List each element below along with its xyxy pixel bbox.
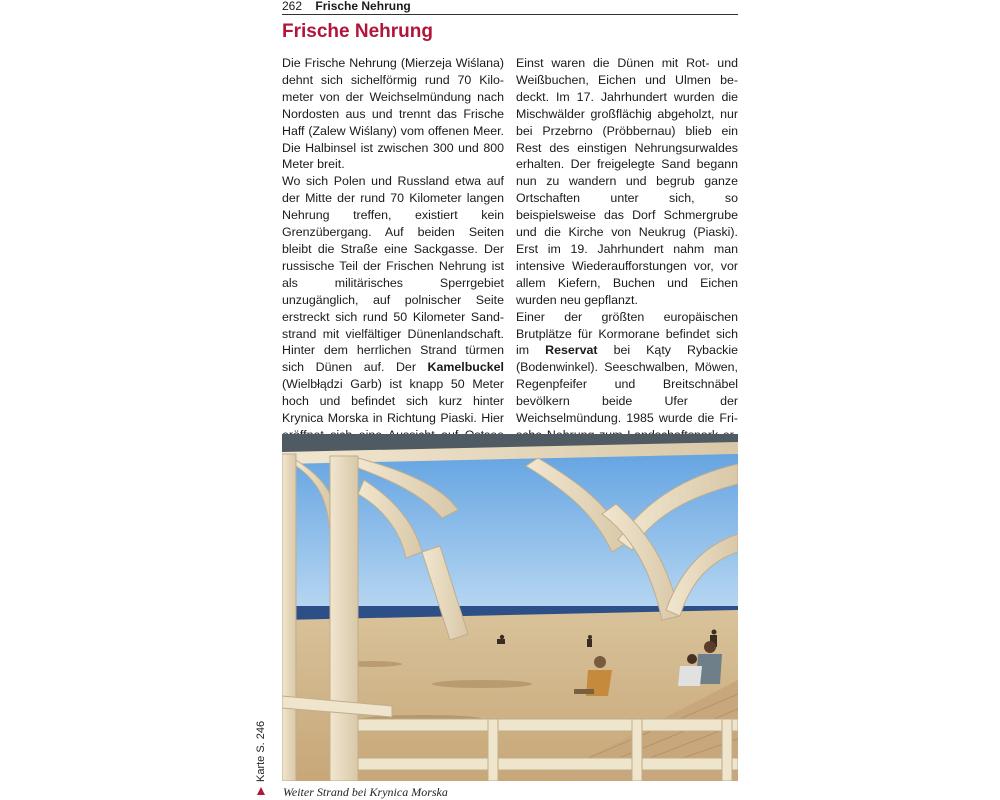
highlight-term: Reservat: [545, 343, 598, 358]
paragraph-text: Einer der größten europäischen Brutplätze für Kormorane befindet sich im: [516, 309, 738, 358]
running-header: [282, 0, 738, 15]
text-column-left: [282, 55, 504, 461]
text-column-right: [516, 55, 738, 461]
paragraph-text: bei Kąty Rybackie (Bodenwinkel). Seeschwalben, Möwen, Regenpfeifer und Breitschnäbel bevölkern beide Ufer der Weichselmündung. 1985 wurde die Fri: [516, 343, 738, 426]
paragraph-text: (Wielbłądzi Garb) ist knapp 50 Meter hoch und befindet sich kurz hinter Krynica Morska in Richtung Piaski. Hier: [282, 377, 504, 426]
paragraph: Die Frische Nehrung (Mierzeja Wiślana) dehnt sich sichelförmig rund 70 Kilometer von der Weichselmündung nach Nordosten aus und trennt das Frische Haff (Zalew Wiślany) vom offenen Meer. Die Halbinsel ist zwischen 300 und 800 Meter breit.: [282, 56, 504, 172]
page-title: Frische Nehrung: [282, 21, 433, 42]
running-header-section: Frische Nehrung: [315, 0, 411, 13]
triangle-marker-icon: [257, 787, 265, 795]
photo-caption: Weiter Strand bei Krynica Morska: [283, 785, 448, 799]
map-reference-label: Karte S. 246: [255, 720, 267, 782]
paragraph: [282, 173, 504, 460]
paragraph-text: Wo sich Polen und Russland etwa auf der Mitte der rund 70 Kilometer langen Nehrung treffen, existiert kein Grenzübergang. Auf beiden Seiten bleibt die Straße eine Sackgasse. Der russische Teil der Frischen Nehrung ist als militärisches Sperrgebiet unzugänglich, auf polnischer Seite erstreckt sich rund 50 Kilometer Sandstrand mit vielfältiger Dünenlandschaft. Hinter dem herrlichen Strand türmen sich Dünen auf. Der: [282, 174, 504, 375]
beach-photo: [282, 434, 738, 781]
map-reference: [254, 722, 268, 797]
paragraph: Einst waren die Dünen mit Rot- und Weißbuchen, Eichen und Ulmen bedeckt. Im 17. Jahrhundert wurden die Mischwälder großflächig abgeholzt, nur bei Przebrno (Pröbbernau) blieb ein Rest des einstigen Nehrungsurwaldes erhalten. Der freigelegte Sand begann nun zu wandern und begrub ganze Ortschaften unter sich, so beispielsweise das Dorf Schmergrube und die Kirche von Neukrug (Piaski). Erst im 19. Jahrhundert nahm man intensive Wiederaufforstungen vor, vor allem Kiefern, Buchen und Eichen wurden neu gepflanzt.: [516, 56, 738, 307]
highlight-term: Kamelbuckel: [427, 360, 504, 375]
page-number: 262: [282, 0, 303, 13]
